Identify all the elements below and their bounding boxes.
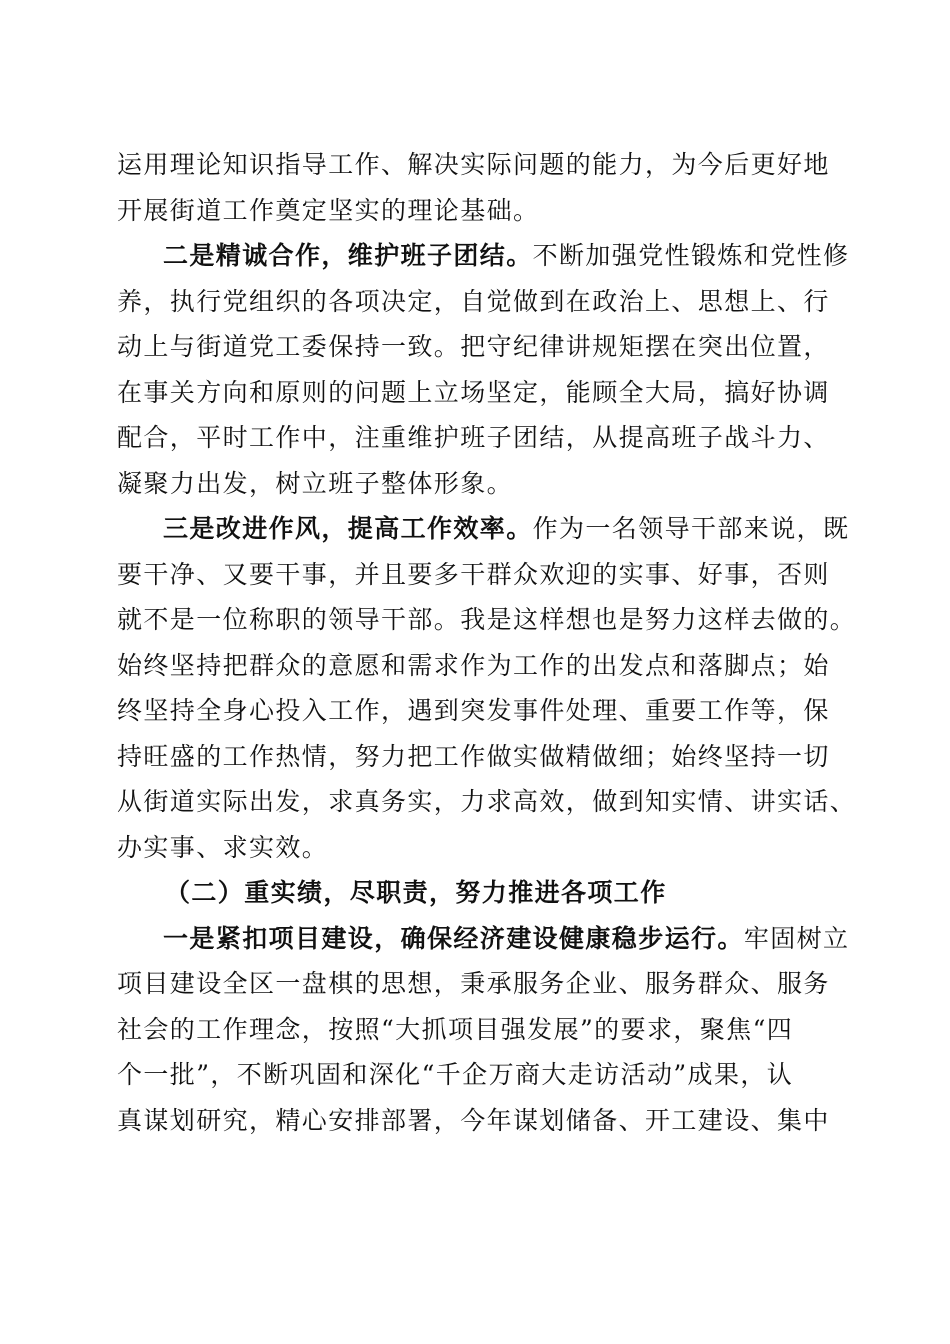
text-line — [117, 779, 857, 825]
line-text: 就不是一位称职的领导干部。我是这样想也是努力这样去做的。 — [117, 605, 857, 634]
text-line — [117, 142, 842, 188]
text-line — [117, 643, 842, 689]
text-line — [117, 597, 857, 643]
section-heading — [117, 870, 842, 916]
paragraph-start-line — [117, 916, 850, 962]
line-text: 办实事、求实效。 — [117, 832, 329, 862]
text-line — [117, 279, 842, 325]
line-text: 不断加强党性锻炼和党性修 — [532, 241, 850, 270]
paragraph-lead: 一是紧扣项目建设，确保经济建设健康稳步运行。 — [163, 923, 744, 953]
line-text: 持旺盛的工作热情，努力把工作做实做精做细；始终坚持一切 — [117, 741, 830, 771]
line-text: 运用理论知识指导工作、解决实际问题的能力，为今后更好地 — [117, 150, 830, 179]
paragraph-start-line — [117, 233, 850, 279]
line-text: 作为一名领导干部来说，既 — [532, 514, 850, 543]
text-line — [117, 370, 842, 416]
text-line — [117, 461, 842, 507]
text-line — [117, 324, 842, 370]
line-text: 配合，平时工作中，注重维护班子团结，从提高班子战斗力、 — [117, 423, 830, 452]
line-text: 真谋划研究，精心安排部署，今年谋划储备、开工建设、集中 — [117, 1105, 830, 1135]
section-heading-text: （二）重实绩，尽职责，努力推进各项工作 — [165, 878, 667, 907]
line-text: 项目建设全区一盘棋的思想，秉承服务企业、服务群众、服务 — [117, 969, 830, 998]
text-line — [117, 688, 842, 734]
line-text: 要干净、又要干事，并且要多干群众欢迎的实事、好事，否则 — [117, 559, 830, 589]
line-text: 牢固树立 — [743, 923, 850, 953]
line-text: 个一批”，不断巩固和深化“千企万商大走访活动”成果，认 — [117, 1060, 794, 1089]
text-line — [117, 415, 842, 461]
line-text: 凝聚力出发，树立班子整体形象。 — [117, 468, 514, 498]
text-line — [117, 552, 842, 598]
line-text: 开展街道工作奠定坚实的理论基础。 — [117, 195, 540, 225]
document-body — [117, 142, 857, 1143]
text-line — [117, 188, 842, 234]
text-line — [117, 961, 842, 1007]
paragraph-start-line — [117, 506, 850, 552]
text-line — [117, 1052, 842, 1098]
line-text: 在事关方向和原则的问题上立场坚定，能顾全大局，搞好协调 — [117, 377, 830, 407]
line-text: 从街道实际出发，求真务实，力求高效，做到知实情、讲实话、 — [117, 787, 857, 816]
line-text: 养，执行党组织的各项决定，自觉做到在政治上、思想上、行 — [117, 286, 830, 316]
paragraph-lead: 三是改进作风，提高工作效率。 — [163, 514, 533, 543]
line-text: 动上与街道党工委保持一致。把守纪律讲规矩摆在突出位置， — [117, 332, 830, 361]
line-text: 终坚持全身心投入工作，遇到突发事件处理、重要工作等，保 — [117, 696, 830, 725]
text-line — [117, 1098, 842, 1144]
text-line — [117, 1007, 842, 1053]
text-line — [117, 825, 842, 871]
line-text: 社会的工作理念，按照“大抓项目强发展”的要求，聚焦“四 — [117, 1014, 794, 1044]
text-line — [117, 734, 842, 780]
paragraph-lead: 二是精诚合作，维护班子团结。 — [163, 241, 533, 270]
line-text: 始终坚持把群众的意愿和需求作为工作的出发点和落脚点；始 — [117, 650, 830, 680]
